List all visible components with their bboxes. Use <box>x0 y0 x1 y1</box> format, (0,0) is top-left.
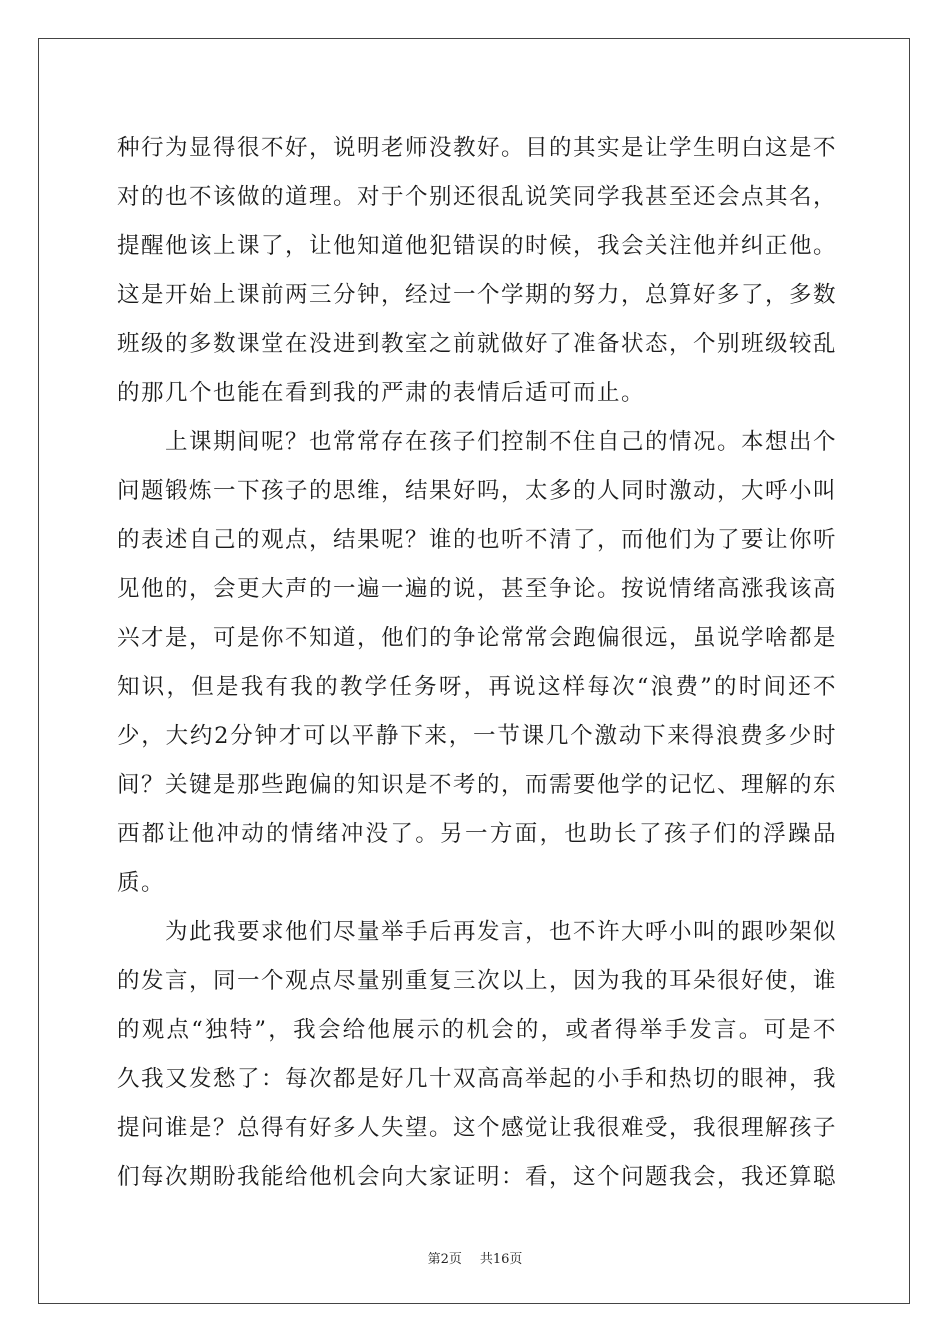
page-total: 共16页 <box>479 1252 523 1267</box>
paragraph-2: 上课期间呢？也常常存在孩子们控制不住自己的情况。本想出个问题锻炼一下孩子的思维，结果好吗，太多的人同时激动，大呼小叫的表述自己的观点，结果呢？谁的也听不清了，而他们为了要让你听见他的，会更大声的一遍一遍的说，甚至争论。按说情绪高涨我该高兴才是，可是你不知道，他们的争论常常会跑偏很远，虽说学啥都是知识，但是我有我的教学任务呀，再说这样每次“浪费”的时间还不少，大约2分钟才可以平静下来，一节课几个激动下来得浪费多少时间？关键是那些跑偏的知识是不考的，而需要他学的记忆、理解的东西都让他冲动的情绪冲没了。另一方面，也助长了孩子们的浮躁品质。 <box>117 429 838 896</box>
paragraph-1: 种行为显得很不好，说明老师没教好。目的其实是让学生明白这是不对的也不该做的道理。对于个别还很乱说笑同学我甚至还会点其名，提醒他该上课了，让他知道他犯错误的时候，我会关注他并纠正他。这是开始上课前两三分钟，经过一个学期的努力，总算好多了，多数班级的多数课堂在没进到教室之前就做好了准备状态，个别班级较乱的那几个也能在看到我的严肃的表情后适可而止。 <box>117 135 838 406</box>
page-footer <box>0 1248 950 1267</box>
paragraph-3: 为此我要求他们尽量举手后再发言，也不许大呼小叫的跟吵架似的发言，同一个观点尽量别重复三次以上，因为我的耳朵很好使，谁的观点“独特”，我会给他展示的机会的，或者得举手发言。可是不久我又发愁了：每次都是好几十双高高举起的小手和热切的眼神，我提问谁是？总得有好多人失望。这个感觉让我很难受，我很理解孩子们每次期盼我能给他机会向大家证明：看，这个问题我会，我还算聪 <box>117 919 838 1190</box>
document-body <box>117 124 837 1202</box>
page-number: 第2页 <box>427 1252 462 1267</box>
